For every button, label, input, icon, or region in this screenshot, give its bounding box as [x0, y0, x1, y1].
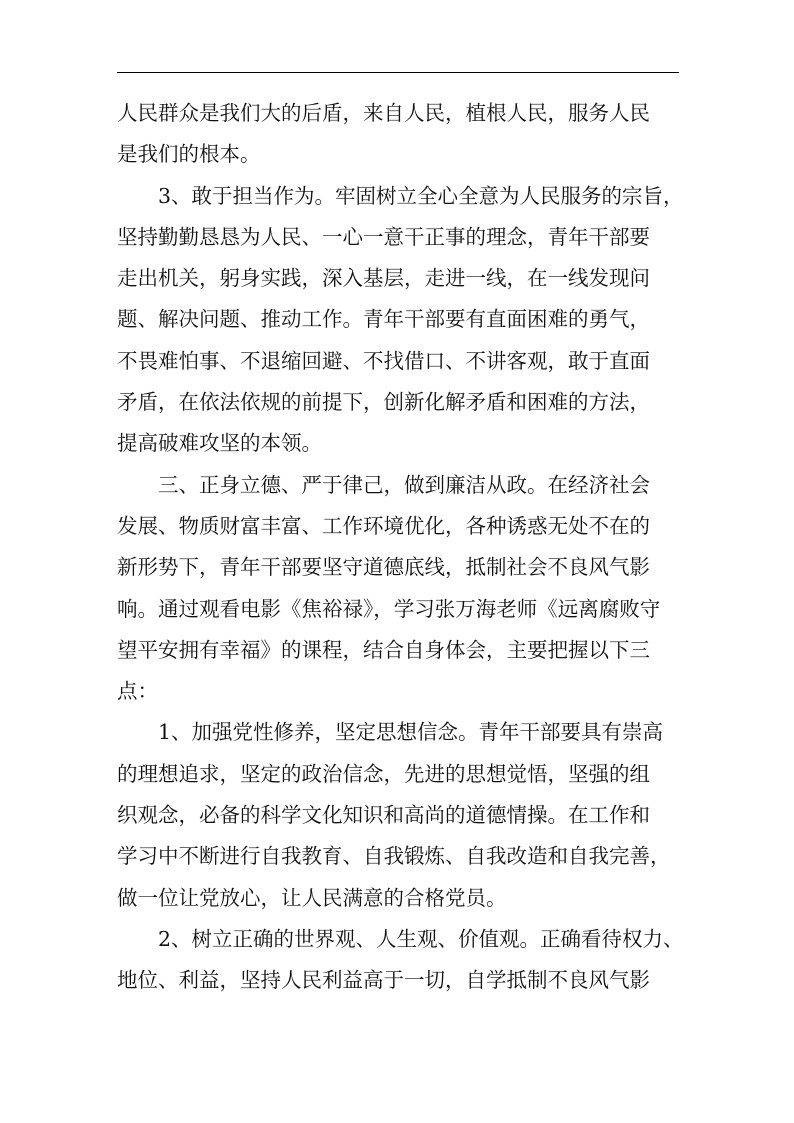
text-line: 点： — [117, 679, 158, 704]
paragraph-start-line: 3、敢于担当作为。牢固树立全心全意为人民服务的宗旨， — [158, 183, 684, 208]
text-line: 题、解决问题、推动工作。青年干部要有直面困难的勇气， — [117, 307, 650, 332]
text-line: 人民群众是我们大的后盾，来自人民，植根人民，服务人民 — [117, 101, 650, 125]
paragraph-start-line: 1、加强党性修养，坚定思想信念。青年干部要具有崇高 — [158, 720, 664, 745]
text-line: 走出机关，躬身实践，深入基层，走进一线，在一线发现问 — [117, 266, 650, 291]
header-rule — [117, 72, 679, 73]
text-line: 发展、物质财富丰富、工作环境优化，各种诱惑无处不在的 — [117, 513, 650, 538]
section-heading-line: 三、正身立德、严于律己，做到廉洁从政。在经济社会 — [158, 472, 650, 497]
text-line: 学习中不断进行自我教育、自我锻炼、自我改造和自我完善， — [117, 844, 671, 869]
text-line: 提高破难攻坚的本领。 — [117, 431, 322, 456]
text-line: 的理想追求，坚定的政治信念，先进的思想觉悟，坚强的组 — [117, 761, 650, 786]
text-line: 不畏难怕事、不退缩回避、不找借口、不讲客观，敢于直面 — [117, 348, 650, 373]
text-line: 织观念，必备的科学文化知识和高尚的道德情操。在工作和 — [117, 803, 650, 828]
text-line: 新形势下，青年干部要坚守道德底线，抵制社会不良风气影 — [117, 555, 650, 580]
text-line: 响。通过观看电影《焦裕禄》，学习张万海老师《远离腐败守 — [117, 596, 661, 621]
paragraph-start-line: 2、树立正确的世界观、人生观、价值观。正确看待权力、 — [158, 926, 684, 951]
text-line: 坚持勤勤恳恳为人民、一心一意干正事的理念，青年干部要 — [117, 224, 650, 249]
text-line: 矛盾，在依法依规的前提下，创新化解矛盾和困难的方法， — [117, 390, 650, 415]
text-line: 望平安拥有幸福》的课程，结合自身体会，主要把握以下三 — [117, 637, 650, 662]
text-line: 做一位让党放心，让人民满意的合格党员。 — [117, 885, 507, 910]
text-line: 地位、利益，坚持人民利益高于一切，自学抵制不良风气影 — [117, 968, 650, 993]
document-body — [117, 93, 684, 1002]
text-line: 是我们的根本。 — [117, 142, 261, 167]
